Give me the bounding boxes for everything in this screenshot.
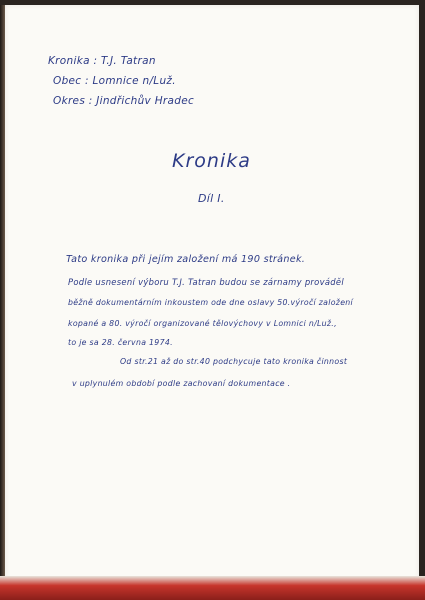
- header-chronicle-line: Kronika : T.J. Tatran: [48, 55, 156, 67]
- volume-label: Díl I.: [198, 192, 225, 205]
- header-municipality-line: Obec : Lomnice n/Luž.: [53, 75, 176, 87]
- body-line: kopané a 80. výročí organizované tělovýchovy v Lomnici n/Luž.,: [68, 319, 337, 328]
- chronicle-page: [5, 5, 419, 588]
- header-district-line: Okres : Jindřichův Hradec: [53, 95, 195, 107]
- body-line: Podle usnesení výboru T.J. Tatran budou se zárnamy prováděl: [68, 277, 344, 287]
- scan-border: [419, 0, 425, 600]
- body-line: běžně dokumentárním inkoustem ode dne oslavy 50.výročí založení: [68, 298, 353, 307]
- body-line: v uplynulém období podle zachovaní dokumentace .: [72, 379, 291, 388]
- body-line: Od str.21 až do str.40 podchycuje tato kronika činnost: [120, 357, 348, 366]
- body-line: to je sa 28. června 1974.: [68, 338, 173, 347]
- body-line: Tato kronika při jejím založení má 190 stránek.: [66, 254, 306, 265]
- page-title: Kronika: [172, 150, 251, 172]
- book-cover-edge: [0, 576, 425, 600]
